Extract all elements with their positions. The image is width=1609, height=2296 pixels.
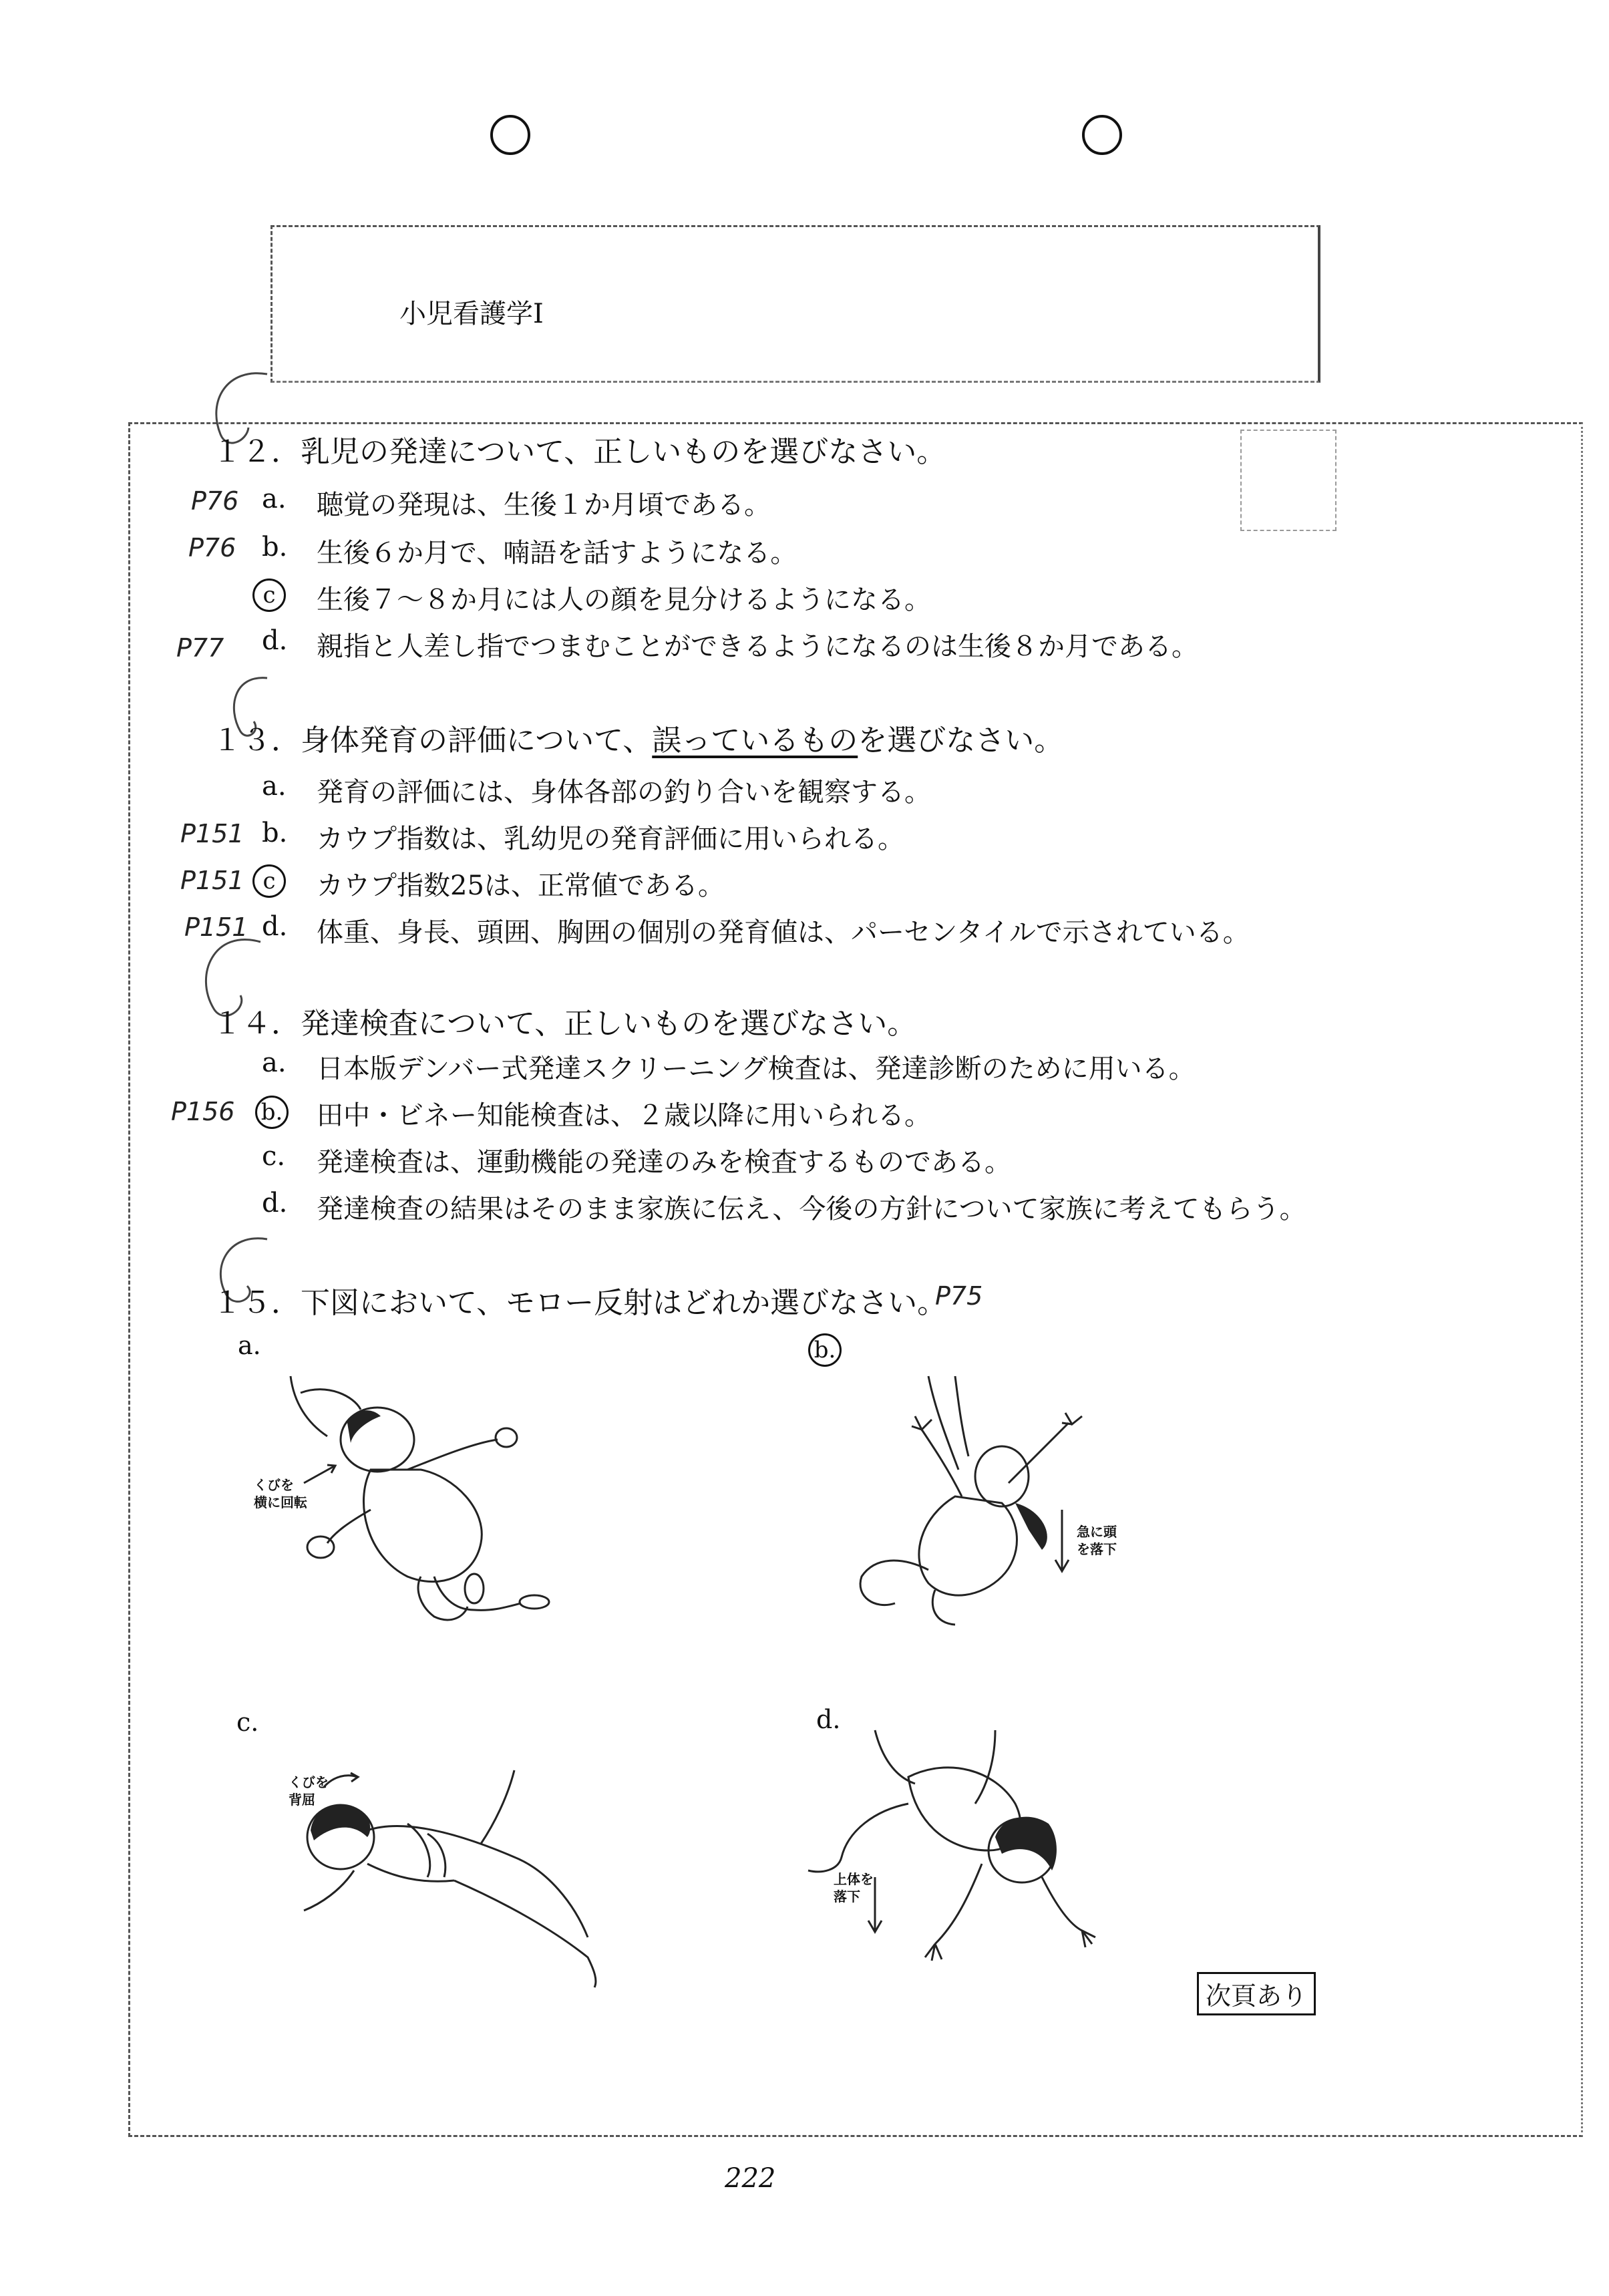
figure-b-caption [1077,1523,1117,1558]
circled-answer [255,1096,289,1129]
page-note: P77 [176,633,224,663]
option-label: a. [262,484,287,514]
question-number: １５． [212,1286,301,1320]
option-text: 発達検査は、運動機能の発達のみを検査するものである。 [317,1147,1011,1178]
question-text-underlined: 誤っているもの [652,723,858,758]
question-number: １２． [212,435,301,469]
figure-label-c: c. [236,1707,259,1737]
page-note: P151 [180,819,244,848]
next-page-note: 次頁あり [1197,1972,1316,2015]
question-text: 発達検査について、正しいものを選びなさい。 [301,1007,917,1041]
page-note: P151 [180,866,244,895]
option-label: b. [260,1099,283,1126]
question-text: 下図において、モロー反射はどれか選びなさい。 [301,1286,947,1320]
option-text: 発育の評価には、身体各部の釣り合いを観察する。 [317,777,931,808]
option-label: d. [262,911,288,942]
option-text: 聴覚の発現は、生後１か月頃である。 [317,490,771,520]
infant-figure-a [254,1376,614,1630]
circled-answer [252,864,286,898]
caption-line: くびを [289,1774,329,1790]
figure-label-d: d. [816,1705,841,1734]
option-label: a. [262,771,287,802]
score-box [1240,430,1336,531]
question-text: を選びなさい。 [858,723,1064,758]
option-label: b. [262,818,288,848]
option-text: 日本版デンバー式発達スクリーニング検査は、発達診断のために用いる。 [317,1053,1196,1084]
option-text: 体重、身長、頭囲、胸囲の個別の発育値は、パーセンタイルで示されている。 [317,917,1250,948]
figure-label-b: b. [814,1337,836,1363]
question-12 [212,428,946,470]
option-label: c. [262,1141,286,1172]
arrow-icon [321,1770,361,1790]
caption-line: 背屈 [289,1792,315,1808]
caption-line: 横に回転 [254,1494,307,1510]
question-text: 乳児の発達について、正しいものを選びなさい。 [301,435,946,469]
caption-line: くびを [254,1477,294,1493]
page-note: P76 [188,533,236,562]
option-label: c [262,868,276,894]
option-label: b. [262,532,288,562]
option-label: d. [262,1188,288,1218]
option-text: 生後６か月で、喃語を話すようになる。 [317,538,797,568]
figure-a-caption [254,1476,307,1511]
figure-label-a: a. [238,1331,261,1360]
option-text: 親指と人差し指でつまむことができるようになるのは生後８か月である。 [317,631,1198,662]
question-number: １４． [212,1007,301,1041]
caption-line: 急に頭 [1077,1524,1117,1540]
arrow-icon [301,1460,341,1486]
question-14 [212,999,916,1042]
caption-line: 上体を [834,1871,874,1887]
infant-figure-d [795,1730,1102,1971]
option-text: カウプ指数は、乳幼児の発育評価に用いられる。 [317,824,904,854]
option-text: 田中・ビネー知能検査は、２歳以降に用いられる。 [317,1100,931,1131]
option-text: 発達検査の結果はそのまま家族に伝え、今後の方針について家族に考えてもらう。 [317,1194,1306,1224]
caption-line: を落下 [1077,1541,1117,1557]
question-text: 身体発育の評価について、 [301,723,653,758]
subject-title: 小児看護学Ⅰ [399,299,544,329]
option-text: 生後７～８か月には人の顔を見分けるようになる。 [317,585,931,615]
question-13 [212,716,1063,759]
page-number: 222 [725,2163,776,2194]
infant-figure-b [801,1376,1122,1630]
figure-d-caption [834,1870,874,1905]
page-note: P75 [935,1281,983,1311]
circled-answer [252,579,286,612]
punch-hole-right [1082,115,1122,155]
option-text: カウプ指数25は、正常値である。 [317,870,725,901]
infant-figure-c [294,1770,628,1991]
option-label: d. [262,625,288,656]
caption-line: 落下 [834,1889,860,1905]
punch-hole-left [490,115,530,155]
option-label: a. [262,1047,287,1078]
page-note: P156 [171,1097,235,1126]
figure-label-b-circled [808,1333,842,1367]
page-note: P76 [191,486,239,516]
question-number: １３． [212,723,301,758]
page-note: P151 [184,913,248,942]
question-15 [212,1279,946,1321]
option-label: c [262,582,276,609]
